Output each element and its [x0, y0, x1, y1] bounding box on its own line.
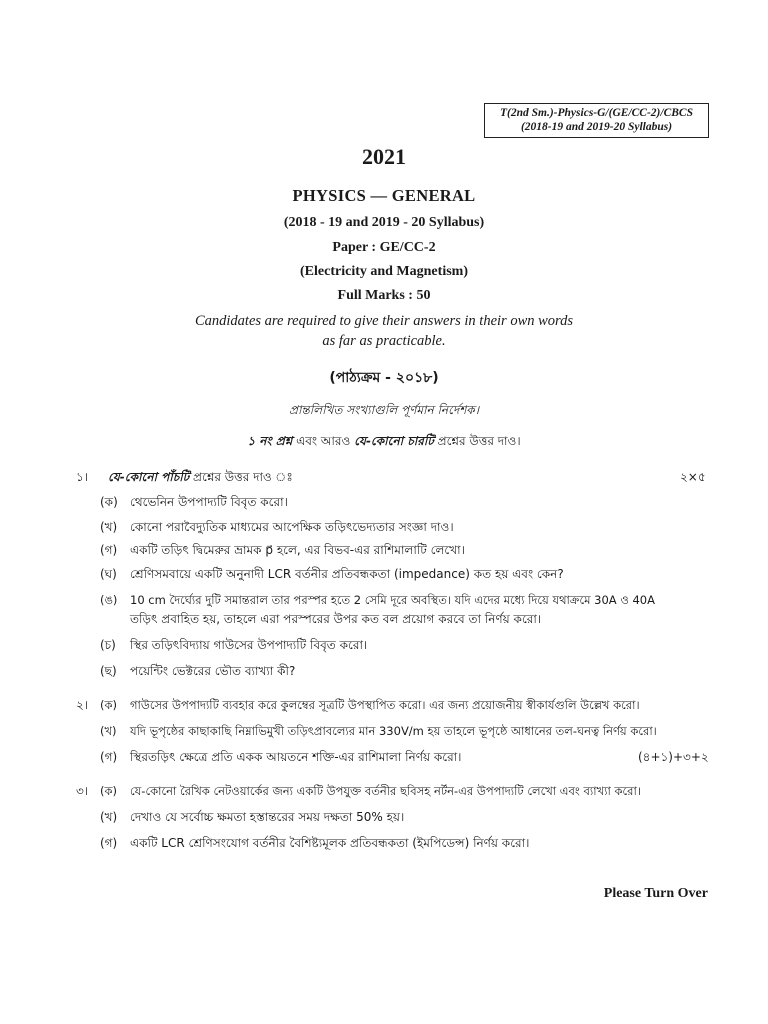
candidates-note-line1: Candidates are required to give their answers in their own words [194, 313, 574, 329]
q1-item: (ছ) পয়েন্টিং ভেক্টরের ভৌত ব্যাখ্যা কী? [100, 664, 296, 678]
margin-note: প্রান্তলিখিত সংখ্যাগুলি পূর্ণমান নির্দেশক। [288, 403, 479, 417]
instruction-line [0, 433, 768, 453]
q1-prefix: যে-কোনো পাঁচটি [108, 470, 190, 484]
q1-item: (চ) স্থির তড়িৎবিদ্যায় গাউসের উপপাদ্যটি বিবৃত করো। [100, 638, 368, 652]
q1-heading-text: প্রশ্নের উত্তর দাও ঃ [189, 470, 293, 484]
instruction-any-four: যে-কোনো চারটি [354, 434, 434, 448]
q1-heading [108, 469, 293, 485]
instruction-and: এবং আরও [292, 434, 355, 448]
q1-item: (গ) একটি তড়িৎ দ্বিমেরুর ভ্রামক p⃗ হলে, এর বিভব-এর রাশিমালাটি লেখো। [100, 543, 465, 557]
q1-item: (ক) থেভেনিন উপপাদ্যটি বিবৃত করো। [100, 495, 288, 509]
full-marks: Full Marks : 50 [337, 288, 431, 303]
q1-item-continued: তড়িৎ প্রবাহিত হয়, তাহলে এরা পরস্পরের উপর কত বল প্রয়োগ করবে তা নির্ণয় করো। [130, 612, 542, 626]
q1-item: (খ) কোনো পরাবৈদ্যুতিক মাধ্যমের আপেক্ষিক তড়িৎভেদ্যতার সংজ্ঞা দাও। [100, 520, 454, 534]
q2-item: (গ) স্থিরতড়িৎ ক্ষেত্রে প্রতি একক আয়তনে শক্তি-এর রাশিমালা নির্ণয় করো। [100, 750, 462, 764]
q3-number: ৩। [76, 784, 89, 798]
q2-marks: (৪+১)+৩+২ [638, 750, 709, 764]
paper-syllabus-code: (2018-19 and 2019-20 Syllabus) [520, 121, 673, 133]
course-line: (পাঠ্যক্রম - ২০১৮) [329, 370, 439, 386]
subject-title: PHYSICS — GENERAL [292, 186, 476, 205]
q3-item: (ক) যে-কোনো রৈখিক নেটওয়ার্কের জন্য একটি উপযুক্ত বর্তনীর ছবিসহ নর্টন-এর উপপাদ্যটি লেখো এবং ব্যাখ্যা করো। [100, 784, 641, 798]
paper-line: Paper : GE/CC-2 [332, 240, 436, 255]
q1-item: (ঘ) শ্রেণিসমবায়ে একটি অনুনাদী LCR বর্তনীর প্রতিবন্ধকতা (impedance) কত হয় এবং কেন? [100, 567, 564, 581]
q3-item: (গ) একটি LCR শ্রেণিসংযোগ বর্তনীর বৈশিষ্ট্যমূলক প্রতিবন্ধকতা (ইমপিডেন্স) নির্ণয় করো। [100, 836, 530, 850]
instruction-q1: ১ নং প্রশ্ন [247, 434, 293, 448]
q1-marks: ২×৫ [680, 470, 706, 484]
q1-item: (ঙ) 10 cm দৈর্ঘ্যের দুটি সমান্তরাল তার পরস্পর হতে 2 সেমি দূরে অবস্থিত। যদি এদের মধ্যে দিয়ে যথাক্রমে 30A ও 40A [100, 593, 655, 607]
paper-code: T(2nd Sm.)-Physics-G/(GE/CC-2)/CBCS [500, 107, 693, 119]
q1-number: ১। [76, 470, 89, 484]
topic-line: (Electricity and Magnetism) [300, 264, 468, 279]
q2-number: ২। [76, 698, 89, 712]
q2-item: (ক) গাউসের উপপাদ্যটি ব্যবহার করে কুলম্বের সূত্রটি উপস্থাপিত করো। এর জন্য প্রয়োজনীয় স্বীকার্যগুলি উল্লেখ করো। [100, 698, 640, 712]
please-turn-over: Please Turn Over [603, 886, 708, 901]
instruction-answer: প্রশ্নের উত্তর দাও। [433, 434, 521, 448]
syllabus-line: (2018 - 19 and 2019 - 20 Syllabus) [283, 215, 485, 230]
q3-item: (খ) দেখাও যে সর্বোচ্চ ক্ষমতা হস্তান্তরের সময় দক্ষতা 50% হয়। [100, 810, 405, 824]
candidates-note-line2: as far as practicable. [322, 333, 446, 349]
paper-code-box [484, 103, 709, 138]
exam-year: 2021 [362, 144, 406, 169]
q2-item: (খ) যদি ভূপৃষ্ঠের কাছাকাছি নিম্নাভিমুখী তড়িৎপ্রাবল্যের মান 330V/m হয় তাহলে ভূপৃষ্ঠে আধানের তল-ঘনত্ব নির্ণয় করো। [100, 724, 657, 738]
